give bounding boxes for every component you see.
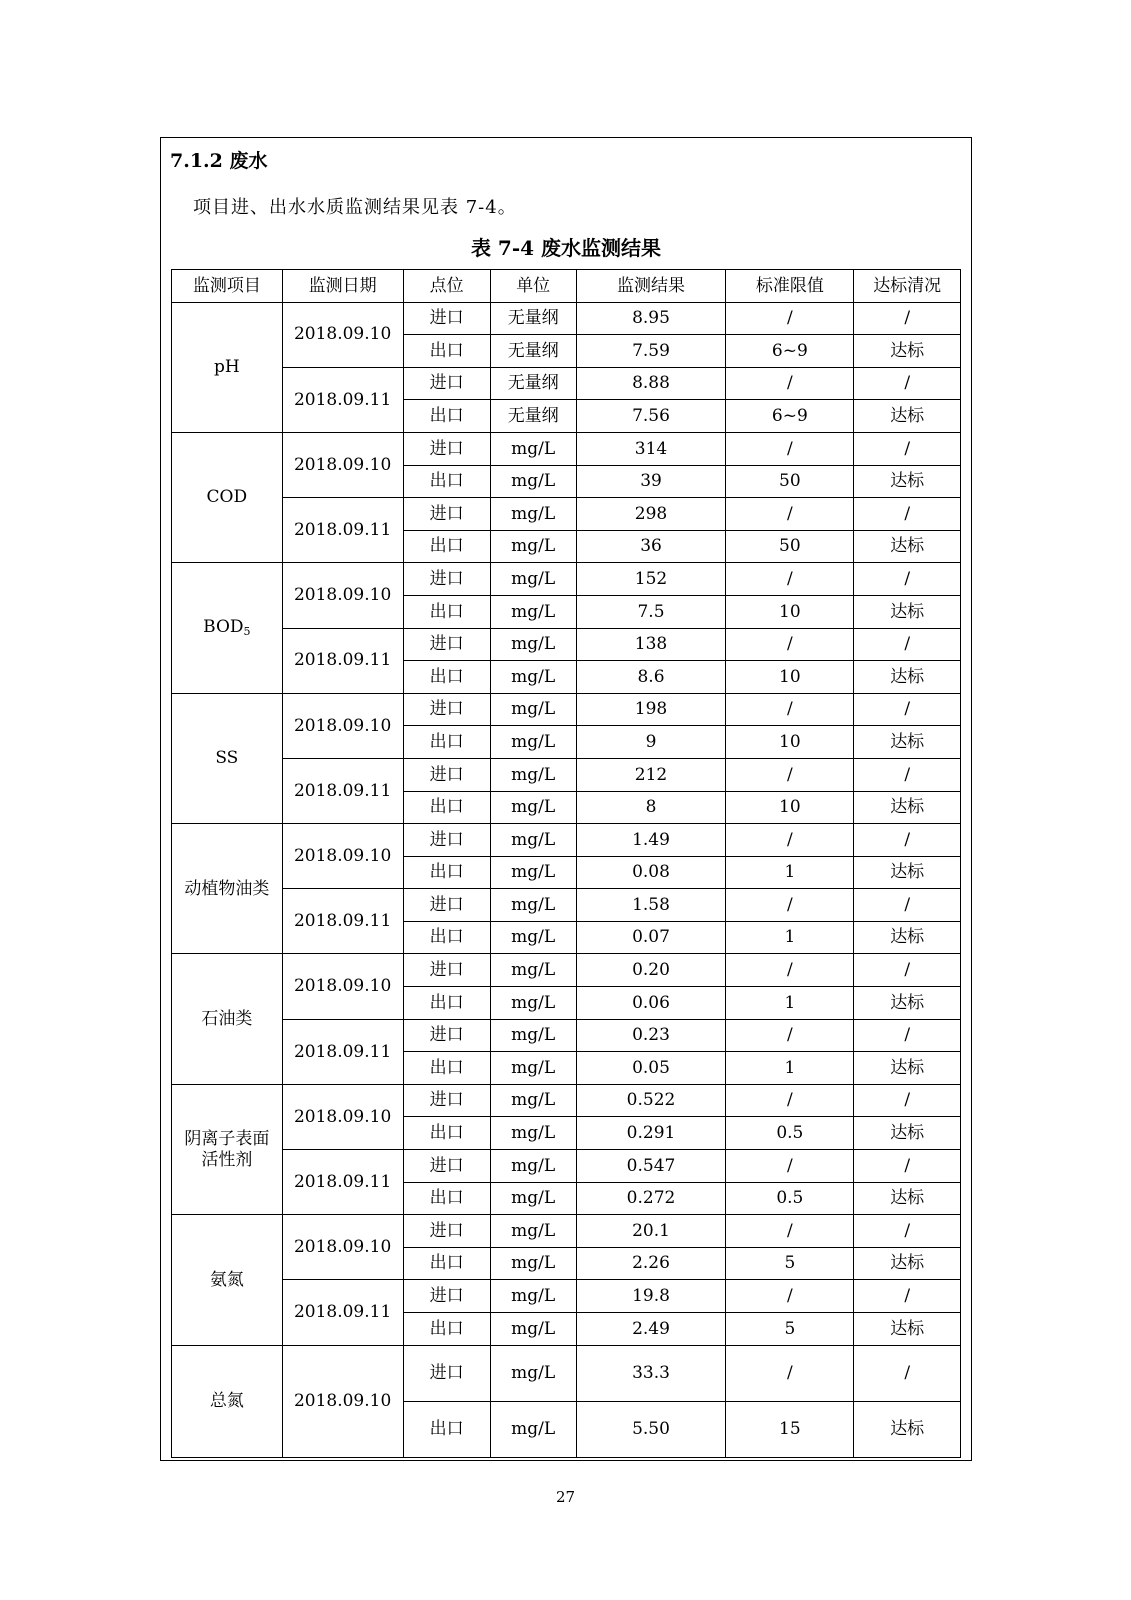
date-cell: 2018.09.11 <box>282 1280 403 1345</box>
unit-cell: mg/L <box>490 1019 576 1052</box>
item-cell <box>172 432 283 562</box>
point-cell: 出口 <box>403 661 490 694</box>
result-cell: 198 <box>576 693 726 726</box>
limit-cell: / <box>726 758 854 791</box>
point-cell: 出口 <box>403 1247 490 1280</box>
limit-cell: / <box>726 563 854 596</box>
table-row <box>172 432 961 465</box>
unit-cell: mg/L <box>490 563 576 596</box>
date-cell: 2018.09.10 <box>282 563 403 628</box>
result-cell: 33.3 <box>576 1345 726 1401</box>
point-cell: 进口 <box>403 1345 490 1401</box>
item-label: 动植物油类 <box>184 878 270 899</box>
status-cell: 达标 <box>854 1182 961 1215</box>
limit-cell: 10 <box>726 595 854 628</box>
point-cell: 出口 <box>403 1052 490 1085</box>
limit-cell: / <box>726 693 854 726</box>
status-cell: / <box>854 498 961 531</box>
table-row <box>172 1150 961 1183</box>
status-cell: / <box>854 302 961 335</box>
status-cell: 达标 <box>854 1247 961 1280</box>
point-cell: 进口 <box>403 432 490 465</box>
point-cell: 进口 <box>403 1019 490 1052</box>
unit-cell: mg/L <box>490 465 576 498</box>
item-label: 阴离子表面活性剂 <box>184 1129 270 1170</box>
limit-cell: / <box>726 628 854 661</box>
item-label: COD <box>206 487 248 508</box>
limit-cell: / <box>726 432 854 465</box>
status-cell: / <box>854 1150 961 1183</box>
result-cell: 152 <box>576 563 726 596</box>
date-cell: 2018.09.11 <box>282 367 403 432</box>
table-row <box>172 367 961 400</box>
status-cell: / <box>854 1215 961 1248</box>
unit-cell: 无量纲 <box>490 367 576 400</box>
item-subscript: 5 <box>243 625 251 639</box>
table-row <box>172 954 961 987</box>
point-cell: 进口 <box>403 1084 490 1117</box>
status-cell: / <box>854 628 961 661</box>
point-cell: 进口 <box>403 628 490 661</box>
result-cell: 0.291 <box>576 1117 726 1150</box>
status-cell: 达标 <box>854 1401 961 1457</box>
status-cell: 达标 <box>854 856 961 889</box>
table-row <box>172 302 961 335</box>
item-cell <box>172 1084 283 1214</box>
result-cell: 8.88 <box>576 367 726 400</box>
table-row <box>172 498 961 531</box>
date-cell: 2018.09.11 <box>282 1019 403 1084</box>
status-cell: / <box>854 693 961 726</box>
status-cell: 达标 <box>854 530 961 563</box>
limit-cell: 10 <box>726 726 854 759</box>
table-body <box>172 302 961 1457</box>
point-cell: 出口 <box>403 400 490 433</box>
table-row <box>172 1215 961 1248</box>
unit-cell: 无量纲 <box>490 400 576 433</box>
result-cell: 212 <box>576 758 726 791</box>
table-row <box>172 1280 961 1313</box>
limit-cell: 5 <box>726 1247 854 1280</box>
point-cell: 进口 <box>403 954 490 987</box>
unit-cell: mg/L <box>490 628 576 661</box>
unit-cell: mg/L <box>490 1215 576 1248</box>
limit-cell: 6~9 <box>726 335 854 368</box>
intro-paragraph: 项目进、出水水质监测结果见表 7-4。 <box>193 197 517 218</box>
status-cell: / <box>854 1084 961 1117</box>
unit-cell: mg/L <box>490 791 576 824</box>
result-cell: 0.272 <box>576 1182 726 1215</box>
unit-cell: mg/L <box>490 530 576 563</box>
limit-cell: / <box>726 1084 854 1117</box>
table-row <box>172 1019 961 1052</box>
unit-cell: mg/L <box>490 1117 576 1150</box>
date-cell: 2018.09.11 <box>282 498 403 563</box>
unit-cell: mg/L <box>490 1280 576 1313</box>
limit-cell: 1 <box>726 987 854 1020</box>
result-cell: 7.5 <box>576 595 726 628</box>
unit-cell: mg/L <box>490 726 576 759</box>
limit-cell: 0.5 <box>726 1182 854 1215</box>
unit-cell: mg/L <box>490 595 576 628</box>
status-cell: / <box>854 1280 961 1313</box>
header-cell: 点位 <box>403 270 490 303</box>
result-cell: 0.547 <box>576 1150 726 1183</box>
limit-cell: / <box>726 954 854 987</box>
header-cell: 标准限值 <box>726 270 854 303</box>
result-cell: 1.58 <box>576 889 726 922</box>
unit-cell: mg/L <box>490 1313 576 1346</box>
item-cell <box>172 1345 283 1457</box>
limit-cell: / <box>726 498 854 531</box>
table-row <box>172 889 961 922</box>
header-row <box>172 270 961 303</box>
point-cell: 进口 <box>403 1280 490 1313</box>
status-cell: 达标 <box>854 661 961 694</box>
point-cell: 出口 <box>403 335 490 368</box>
header-cell: 监测项目 <box>172 270 283 303</box>
point-cell: 进口 <box>403 302 490 335</box>
status-cell: 达标 <box>854 987 961 1020</box>
table-row <box>172 628 961 661</box>
result-cell: 0.06 <box>576 987 726 1020</box>
status-cell: 达标 <box>854 726 961 759</box>
point-cell: 进口 <box>403 889 490 922</box>
point-cell: 出口 <box>403 856 490 889</box>
status-cell: / <box>854 824 961 857</box>
result-cell: 0.20 <box>576 954 726 987</box>
unit-cell: mg/L <box>490 758 576 791</box>
point-cell: 出口 <box>403 1313 490 1346</box>
status-cell: / <box>854 954 961 987</box>
item-cell <box>172 1215 283 1345</box>
unit-cell: mg/L <box>490 856 576 889</box>
unit-cell: mg/L <box>490 987 576 1020</box>
unit-cell: mg/L <box>490 693 576 726</box>
unit-cell: mg/L <box>490 921 576 954</box>
status-cell: / <box>854 889 961 922</box>
date-cell: 2018.09.10 <box>282 432 403 497</box>
limit-cell: 50 <box>726 530 854 563</box>
date-cell: 2018.09.10 <box>282 1215 403 1280</box>
table-row <box>172 1345 961 1401</box>
status-cell: 达标 <box>854 465 961 498</box>
result-cell: 36 <box>576 530 726 563</box>
result-cell: 0.07 <box>576 921 726 954</box>
status-cell: / <box>854 432 961 465</box>
unit-cell: mg/L <box>490 1401 576 1457</box>
result-cell: 20.1 <box>576 1215 726 1248</box>
date-cell: 2018.09.10 <box>282 954 403 1019</box>
table-row <box>172 824 961 857</box>
limit-cell: 10 <box>726 661 854 694</box>
result-cell: 2.49 <box>576 1313 726 1346</box>
header-cell: 单位 <box>490 270 576 303</box>
unit-cell: mg/L <box>490 954 576 987</box>
item-cell <box>172 824 283 954</box>
result-cell: 5.50 <box>576 1401 726 1457</box>
status-cell: 达标 <box>854 921 961 954</box>
table-header <box>172 270 961 303</box>
limit-cell: / <box>726 1150 854 1183</box>
result-cell: 8.95 <box>576 302 726 335</box>
status-cell: 达标 <box>854 1052 961 1085</box>
status-cell: / <box>854 758 961 791</box>
point-cell: 进口 <box>403 498 490 531</box>
limit-cell: / <box>726 889 854 922</box>
unit-cell: mg/L <box>490 1084 576 1117</box>
header-cell: 监测日期 <box>282 270 403 303</box>
result-cell: 138 <box>576 628 726 661</box>
result-cell: 0.522 <box>576 1084 726 1117</box>
point-cell: 进口 <box>403 1215 490 1248</box>
result-cell: 298 <box>576 498 726 531</box>
point-cell: 出口 <box>403 921 490 954</box>
table-row <box>172 693 961 726</box>
limit-cell: / <box>726 824 854 857</box>
limit-cell: 5 <box>726 1313 854 1346</box>
point-cell: 出口 <box>403 465 490 498</box>
item-label: 总氮 <box>209 1390 244 1411</box>
limit-cell: / <box>726 1019 854 1052</box>
item-label: 石油类 <box>201 1008 253 1029</box>
item-cell <box>172 693 283 823</box>
result-cell: 2.26 <box>576 1247 726 1280</box>
item-label: pH <box>213 357 240 378</box>
point-cell: 出口 <box>403 987 490 1020</box>
result-cell: 9 <box>576 726 726 759</box>
status-cell: 达标 <box>854 595 961 628</box>
date-cell: 2018.09.11 <box>282 889 403 954</box>
date-cell: 2018.09.10 <box>282 302 403 367</box>
limit-cell: 50 <box>726 465 854 498</box>
unit-cell: 无量纲 <box>490 302 576 335</box>
table-caption: 表 7-4 废水监测结果 <box>470 236 662 260</box>
table-row <box>172 1084 961 1117</box>
unit-cell: mg/L <box>490 889 576 922</box>
status-cell: 达标 <box>854 400 961 433</box>
status-cell: 达标 <box>854 335 961 368</box>
table-row <box>172 758 961 791</box>
unit-cell: mg/L <box>490 1052 576 1085</box>
limit-cell: / <box>726 1280 854 1313</box>
point-cell: 出口 <box>403 726 490 759</box>
item-label: SS <box>215 748 239 769</box>
status-cell: / <box>854 1345 961 1401</box>
limit-cell: 1 <box>726 1052 854 1085</box>
status-cell: 达标 <box>854 1313 961 1346</box>
wastewater-monitoring-table <box>171 269 961 1458</box>
point-cell: 进口 <box>403 1150 490 1183</box>
status-cell: 达标 <box>854 791 961 824</box>
limit-cell: 1 <box>726 856 854 889</box>
result-cell: 19.8 <box>576 1280 726 1313</box>
result-cell: 314 <box>576 432 726 465</box>
page-number: 27 <box>555 1488 576 1506</box>
header-cell: 达标清况 <box>854 270 961 303</box>
date-cell: 2018.09.10 <box>282 824 403 889</box>
result-cell: 0.23 <box>576 1019 726 1052</box>
limit-cell: / <box>726 1345 854 1401</box>
limit-cell: / <box>726 1215 854 1248</box>
point-cell: 出口 <box>403 791 490 824</box>
result-cell: 1.49 <box>576 824 726 857</box>
unit-cell: mg/L <box>490 824 576 857</box>
result-cell: 7.56 <box>576 400 726 433</box>
result-cell: 0.08 <box>576 856 726 889</box>
header-cell: 监测结果 <box>576 270 726 303</box>
limit-cell: 10 <box>726 791 854 824</box>
section-heading: 7.1.2 废水 <box>170 150 268 172</box>
limit-cell: / <box>726 367 854 400</box>
limit-cell: 1 <box>726 921 854 954</box>
point-cell: 出口 <box>403 1182 490 1215</box>
point-cell: 出口 <box>403 1401 490 1457</box>
result-cell: 39 <box>576 465 726 498</box>
point-cell: 进口 <box>403 824 490 857</box>
item-label: BOD <box>203 617 244 638</box>
unit-cell: mg/L <box>490 498 576 531</box>
unit-cell: mg/L <box>490 1247 576 1280</box>
point-cell: 进口 <box>403 693 490 726</box>
status-cell: 达标 <box>854 1117 961 1150</box>
limit-cell: 15 <box>726 1401 854 1457</box>
date-cell: 2018.09.10 <box>282 693 403 758</box>
date-cell: 2018.09.11 <box>282 628 403 693</box>
limit-cell: / <box>726 302 854 335</box>
point-cell: 出口 <box>403 1117 490 1150</box>
unit-cell: mg/L <box>490 1345 576 1401</box>
unit-cell: 无量纲 <box>490 335 576 368</box>
status-cell: / <box>854 367 961 400</box>
limit-cell: 0.5 <box>726 1117 854 1150</box>
date-cell: 2018.09.11 <box>282 758 403 823</box>
date-cell: 2018.09.10 <box>282 1345 403 1457</box>
status-cell: / <box>854 563 961 596</box>
unit-cell: mg/L <box>490 432 576 465</box>
date-cell: 2018.09.11 <box>282 1150 403 1215</box>
point-cell: 出口 <box>403 595 490 628</box>
result-cell: 7.59 <box>576 335 726 368</box>
table-row <box>172 563 961 596</box>
result-cell: 8.6 <box>576 661 726 694</box>
result-cell: 8 <box>576 791 726 824</box>
item-cell <box>172 954 283 1084</box>
limit-cell: 6~9 <box>726 400 854 433</box>
item-label: 氨氮 <box>209 1269 244 1290</box>
date-cell: 2018.09.10 <box>282 1084 403 1149</box>
item-cell <box>172 563 283 693</box>
point-cell: 进口 <box>403 367 490 400</box>
result-cell: 0.05 <box>576 1052 726 1085</box>
point-cell: 出口 <box>403 530 490 563</box>
unit-cell: mg/L <box>490 1150 576 1183</box>
unit-cell: mg/L <box>490 1182 576 1215</box>
status-cell: / <box>854 1019 961 1052</box>
unit-cell: mg/L <box>490 661 576 694</box>
point-cell: 进口 <box>403 758 490 791</box>
point-cell: 进口 <box>403 563 490 596</box>
item-cell <box>172 302 283 432</box>
